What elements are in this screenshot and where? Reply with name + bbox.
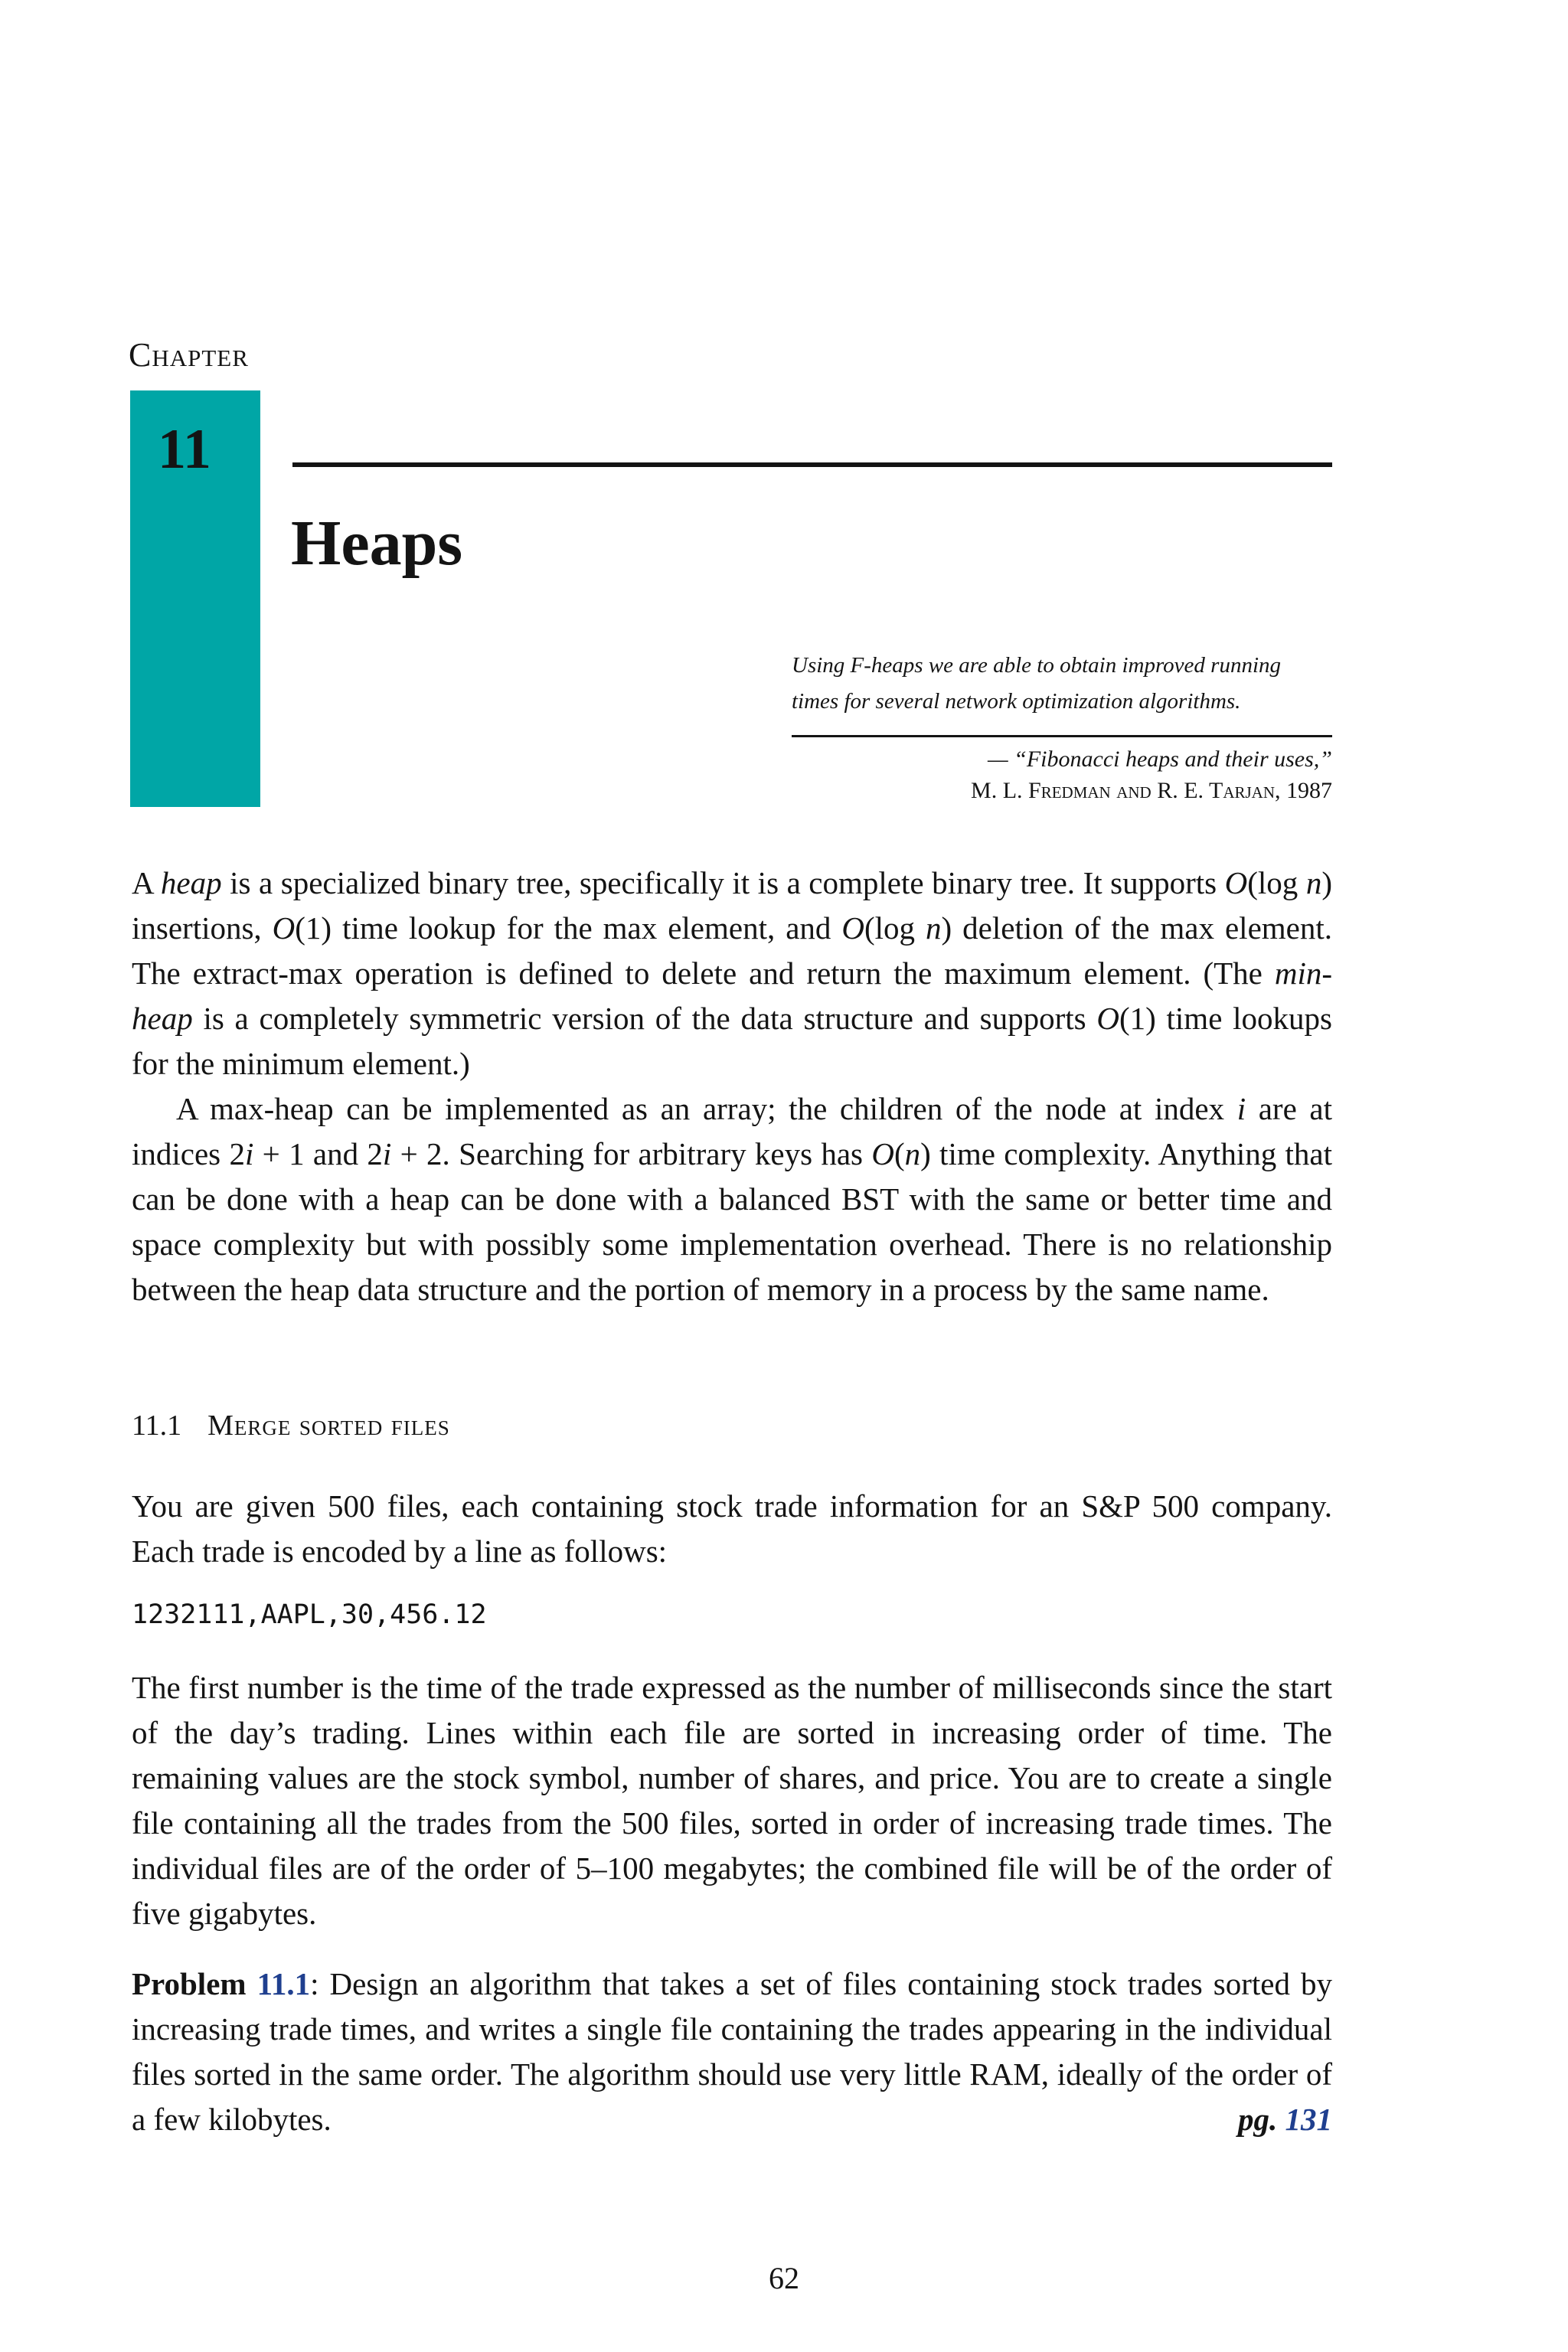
text-run: (1) time lookups for the minimum element.) — [132, 1001, 1333, 1081]
math-symbol: O — [841, 910, 864, 946]
chapter-label: Chapter — [129, 336, 249, 374]
problem-colon: : — [310, 1966, 319, 2001]
math-symbol: O — [871, 1136, 894, 1171]
text-run: is a specialized binary tree, specifically it is a complete binary tree. It supports — [221, 865, 1225, 900]
math-symbol: O — [272, 910, 296, 946]
text-run: A — [132, 865, 161, 900]
epigraph-rule — [792, 735, 1332, 737]
explanation-paragraph: The first number is the time of the trade expressed as the number of milliseconds since the start of the day’s trading. Lines within each file are sorted in increasing order of time. The remaining values are the stock symbol, number of shares, and price. You are to create a single file containing all the trades from the 500 files, sorted in order of increasing trade times. The individual files are of the order of 5–100 megabytes; the combined file will be of the order of five gigabytes. — [132, 1670, 1332, 1931]
text-run: (log — [864, 910, 926, 946]
intro-paragraph-2 — [132, 1086, 1332, 1312]
math-symbol: i — [244, 1136, 254, 1171]
epigraph — [792, 648, 1332, 806]
epigraph-text: Using F-heaps we are able to obtain improved running times for several network optimization algorithms. — [792, 653, 1282, 714]
intro-paragraph-1 — [132, 861, 1332, 1086]
page-reference-label: pg. — [1238, 2102, 1285, 2137]
text-run: + 1 and 2 — [253, 1136, 383, 1171]
section-number: 11.1 — [132, 1410, 182, 1442]
page-reference — [1238, 2097, 1332, 2142]
text-run: ) time complexity. Anything that can be done with a heap can be done with a balanced BST with the same or better time and space complexity but with possibly some implementation overhead. There is no relationship between the heap data structure and the portion of memory in a process by the same name. — [132, 1136, 1332, 1307]
text-run: is a completely symmetric version of the data structure and supports — [192, 1001, 1097, 1036]
section-intro-paragraph: You are given 500 files, each containing stock trade information for an S&P 500 company. Each trade is encoded by a line as follows: — [132, 1488, 1332, 1569]
text-run: ) insertions, — [132, 865, 1332, 946]
section-heading — [132, 1411, 450, 1440]
text-run: + 2. Searching for arbitrary keys has — [391, 1136, 872, 1171]
math-symbol: n — [926, 910, 942, 946]
problem-text: Design an algorithm that takes a set of files containing stock trades sorted by increasing trade times, and writes a single file containing the trades appearing in the individual files sorted in the same order. The algorithm should use very little RAM, ideally of the order of a few kilobytes. — [132, 1966, 1332, 2137]
text-run: are at indices 2 — [132, 1091, 1333, 1171]
section-title: Merge sorted files — [207, 1410, 450, 1442]
chapter-number: 11 — [158, 418, 211, 481]
epigraph-source-year: , 1987 — [1275, 778, 1332, 803]
term-min-heap: min-heap — [132, 956, 1332, 1036]
page-reference-link[interactable]: 131 — [1285, 2102, 1332, 2137]
math-symbol: i — [1236, 1091, 1246, 1126]
text-run: (1) time lookup for the max element, and — [295, 910, 842, 946]
text-run: A max-heap can be implemented as an array; the children of the node at index — [176, 1091, 1237, 1126]
problem-number-link[interactable]: 11.1 — [256, 1966, 311, 2001]
title-rule — [292, 462, 1332, 467]
text-run: ( — [893, 1136, 905, 1171]
text-run: ) deletion of the max element. The extract-max operation is defined to delete and return the maximum element. (The — [132, 910, 1332, 991]
epigraph-source — [792, 743, 1332, 806]
math-symbol: n — [1305, 865, 1322, 900]
section-explanation — [132, 1665, 1332, 1936]
math-symbol: i — [382, 1136, 392, 1171]
section-intro — [132, 1484, 1332, 1574]
problem-label: Problem — [132, 1966, 257, 2001]
intro-text — [132, 861, 1332, 1312]
term-heap: heap — [160, 865, 222, 900]
epigraph-source-attribution — [792, 775, 1332, 806]
math-symbol: O — [1224, 865, 1248, 900]
math-symbol: O — [1096, 1001, 1119, 1036]
text-run: (log — [1247, 865, 1306, 900]
epigraph-source-authors: M. L. Fredman and R. E. Tarjan — [971, 778, 1275, 803]
chapter-title: Heaps — [291, 508, 463, 579]
problem-statement — [132, 1962, 1332, 2142]
problem-paragraph — [132, 1962, 1332, 2142]
epigraph-source-title: — “Fibonacci heaps and their uses,” — [988, 746, 1332, 772]
page-number: 62 — [769, 2261, 799, 2295]
math-symbol: n — [904, 1136, 921, 1171]
trade-record-example: 1232111,AAPL,30,456.12 — [132, 1599, 487, 1630]
